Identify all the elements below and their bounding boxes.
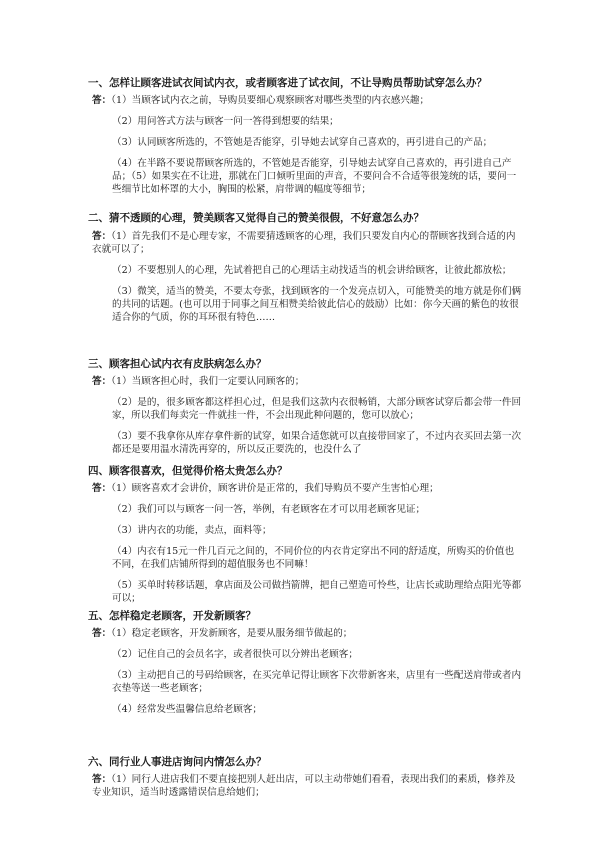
answer-text: （1）当顾客试内衣之前，导购员要细心观察顾客对哪些类型的内衣感兴趣； [111, 95, 430, 106]
answer-paragraph [92, 285, 522, 324]
answer-label: 答： [92, 483, 112, 494]
answer-paragraph [92, 115, 522, 128]
answer-label: 答： [92, 95, 112, 106]
answer-block [92, 230, 522, 332]
question-heading: 六、同行业人事进店询问内情怎么办？ [88, 756, 267, 768]
answer-text: （1）当顾客担心时，我们一定要认同顾客的； [111, 376, 305, 387]
answer-block [92, 375, 522, 464]
answer-text: （3）要不我拿你从库存拿件新的试穿，如果合适您就可以直接带回家了，不过内衣买回去第一次都还是要用温水清洗再穿的，所以反正要洗的，也没什么了 [112, 431, 522, 455]
answer-text: （2）我们可以与顾客一问一答，举例，有老顾客在才可以用老顾客见证； [112, 504, 426, 515]
answer-paragraph [92, 94, 522, 107]
answer-paragraph [92, 375, 522, 388]
answer-label: 答： [92, 231, 112, 242]
answer-block [92, 773, 522, 807]
answer-text: （1）顾客喜欢才会讲价，顾客讲价是正常的，我们导购员不要产生害怕心理； [111, 483, 439, 494]
answer-paragraph [92, 669, 522, 695]
answer-text: （3）微笑，适当的赞美，不要太夸张，找到顾客的一个发亮点切入，可能赞美的地方就是你们俩的共同的话题。(也可以用于同事之间互相赞美给彼此信心的鼓励）比如：你今天画的紫色的妆很适合你的气质，你的耳环很有特色…… [112, 286, 522, 323]
answer-text: （2）用问答式方法与顾客一问一答得到想要的结果； [112, 116, 339, 127]
answer-text: （5）买单时转移话题，拿店面及公司做挡箭牌，把自己塑造可怜些，让店长或助理给点阳光等都可以； [112, 580, 522, 604]
answer-paragraph [92, 648, 522, 661]
answer-paragraph [92, 503, 522, 516]
answer-paragraph [92, 545, 522, 571]
answer-block [92, 627, 522, 724]
question-heading: 二、猜不透顾的心理，赞美顾客又觉得自己的赞美很假，不好意怎么办？ [88, 212, 424, 224]
answer-paragraph [92, 396, 522, 422]
answer-text: （3）认同顾客所选的，不管她是否能穿，引导她去试穿自己喜欢的，再引进自己的产品； [112, 137, 493, 148]
answer-paragraph [92, 136, 522, 149]
answer-paragraph [92, 230, 522, 256]
answer-paragraph [92, 703, 522, 716]
answer-text: （4）内衣有15元一件几百元之间的，不同价位的内衣肯定穿出不同的舒适度，所购买的价值也不同，在我们店铺所得到的超值服务也不同嘛！ [112, 546, 515, 570]
answer-block [92, 94, 522, 204]
answer-paragraph [92, 524, 522, 537]
answer-label: 答： [92, 376, 112, 387]
answer-paragraph [92, 430, 522, 456]
answer-paragraph [92, 773, 522, 799]
answer-paragraph [92, 579, 522, 605]
answer-paragraph [92, 627, 522, 640]
answer-text: （3）讲内衣的功能，卖点，面料等； [112, 525, 272, 536]
question-heading: 一、怎样让顾客进试衣间试内衣，或者顾客进了试衣间，不让导购员帮助试穿怎么办？ [88, 77, 487, 89]
question-heading: 四、顾客很喜欢，但觉得价格太贵怎么办？ [88, 465, 288, 477]
answer-text: （2）记住自己的会员名字，或者很快可以分辨出老顾客； [112, 649, 358, 660]
answer-text: （1）同行人进店我们不要直接把别人赶出店，可以主动带她们看看，表现出我们的素质，修养及专业知识，适当时透露错误信息给她们； [92, 774, 516, 798]
answer-text: （1）首先我们不是心理专家，不需要猜透顾客的心理，我们只要发自内心的帮顾客找到合适的内衣就可以了； [92, 231, 516, 255]
answer-label: 答： [92, 628, 112, 639]
answer-text: （1）稳定老顾客，开发新顾客，是要从服务细节做起的； [111, 628, 353, 639]
answer-paragraph [92, 482, 522, 495]
answer-text: （2）是的，很多顾客都这样担心过，但是我们这款内衣很畅销，大部分顾客试穿后都会带一件回家，所以我们每卖完一件就挂一件，不会出现此种问题的，您可以放心； [112, 397, 522, 421]
answer-text: （4）经常发些温馨信息给老顾客； [112, 704, 263, 715]
answer-paragraph [92, 157, 522, 196]
question-heading: 三、顾客担心试内衣有皮肤病怎么办？ [88, 358, 267, 370]
answer-text: （4）在半路不要说帮顾客所选的，不管她是否能穿，引导她去试穿自己喜欢的，再引进自己产品；（5）如果实在不让进，那就在门口倾听里面的声音，不要问合不合适等很笼统的话，要问一些细节比如杯罩的大小，胸围的松紧，肩带调的幅度等细节； [112, 158, 517, 195]
answer-text: （2）不要想别人的心理，先试着把自己的心理话主动找适当的机会讲给顾客，让彼此都放松； [112, 265, 512, 276]
answer-block [92, 482, 522, 613]
answer-paragraph [92, 264, 522, 277]
question-heading: 五、怎样稳定老顾客，开发新顾客？ [88, 610, 256, 622]
answer-text: （3）主动把自己的号码给顾客，在买完单记得让顾客下次带新客来，店里有一些配送肩带或者内衣垫等送一些老顾客； [112, 670, 522, 694]
answer-label: 答： [92, 774, 112, 785]
